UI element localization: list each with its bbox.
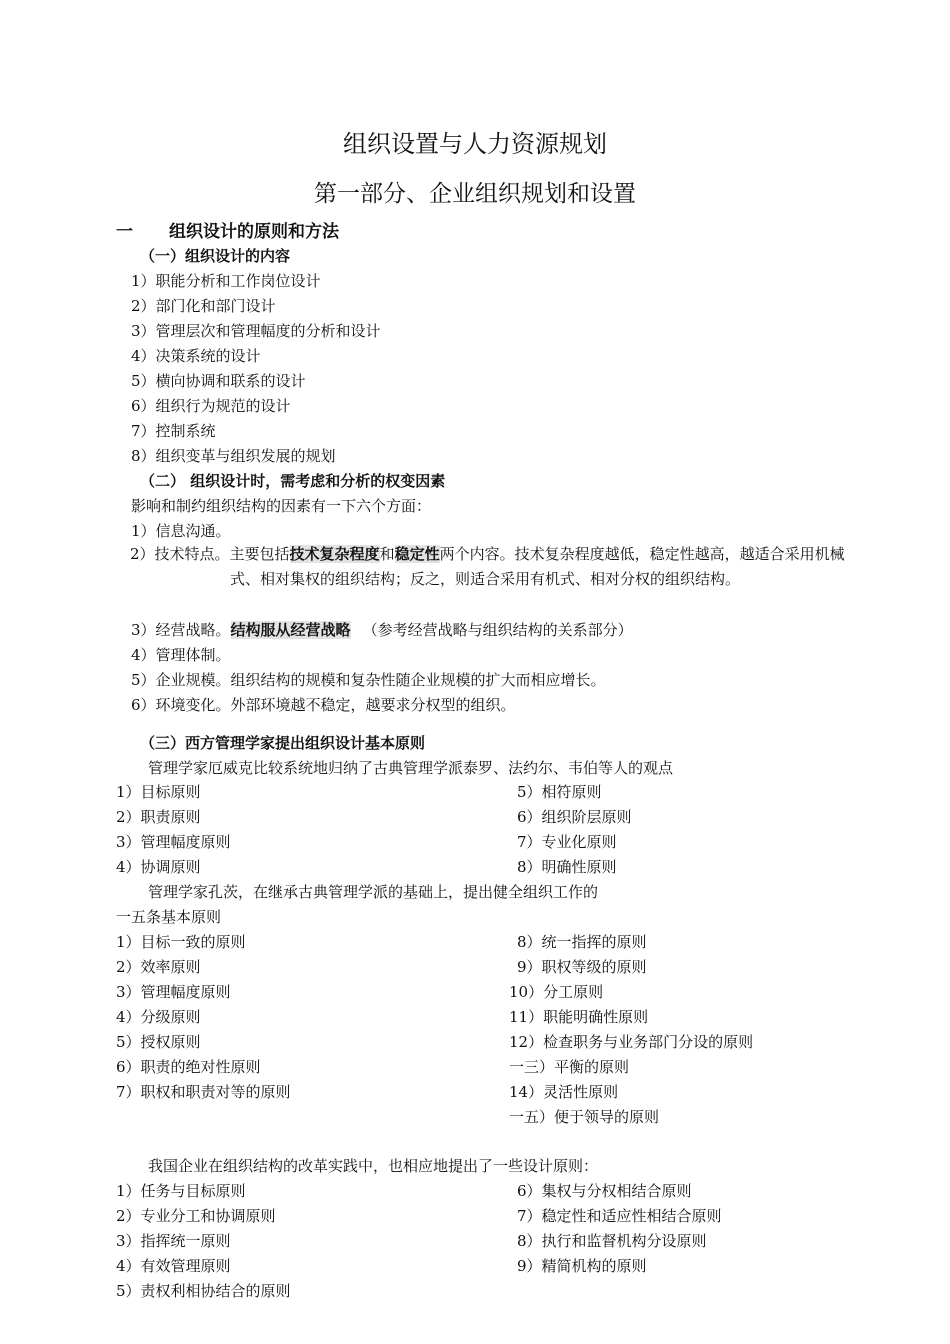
list-item: 6）集权与分权相结合原则 [517, 1182, 692, 1200]
highlight-term: 结构服从经营战略 [230, 621, 351, 639]
part-title: 第一部分、企业组织规划和设置 [314, 181, 636, 207]
section-title: 组织设计的原则和方法 [169, 222, 339, 242]
list-item-technology: 2）技术特点。主要包括技术复杂程度和稳定性两个内容。技术复杂程度越低，稳定性越高，越适合采用机械式、相对集权的组织结构；反之，则适合采用有机式、相对分权的组织结构。 [130, 545, 845, 588]
list-item: 6）组织阶层原则 [517, 808, 632, 826]
list-item: 一三）平衡的原则 [509, 1058, 630, 1076]
list-item: 14）灵活性原则 [509, 1083, 619, 1101]
list-item: 8）执行和监督机构分设原则 [517, 1232, 707, 1250]
paragraph-intro: 管理学家厄威克比较系统地归纳了古典管理学派泰罗、法约尔、韦伯等人的观点 [148, 759, 674, 777]
list-item: 1）职能分析和工作岗位设计 [131, 272, 321, 290]
list-item: 3）管理层次和管理幅度的分析和设计 [131, 322, 381, 340]
paragraph-intro: 我国企业在组织结构的改革实践中，也相应地提出了一些设计原则： [148, 1157, 599, 1175]
list-item: 4）有效管理原则 [116, 1257, 231, 1275]
section-heading [116, 220, 339, 244]
list-item: 7）专业化原则 [517, 833, 617, 851]
list-item: 10）分工原则 [509, 983, 604, 1001]
list-item: 6）职责的绝对性原则 [116, 1058, 261, 1076]
list-item: 5）企业规模。组织结构的规模和复杂性随企业规模的扩大而相应增长。 [131, 671, 606, 689]
subsection-heading-1: （一）组织设计的内容 [140, 247, 291, 265]
list-item: 5）相符原则 [517, 783, 602, 801]
list-item: 9）职权等级的原则 [517, 958, 647, 976]
list-item: 4）管理体制。 [131, 646, 231, 664]
list-item: 2）职责原则 [116, 808, 201, 826]
list-item: 8）明确性原则 [517, 858, 617, 876]
list-item: 2）部门化和部门设计 [131, 297, 276, 315]
list-item: 5）责权利相协结合的原则 [116, 1282, 291, 1300]
list-item: 5）横向协调和联系的设计 [131, 372, 306, 390]
subsection-heading-3: （三）西方管理学家提出组织设计基本原则 [140, 734, 426, 752]
list-item-strategy: 3）经营战略。结构服从经营战略 （参考经营战略与组织结构的关系部分） [131, 621, 633, 639]
list-item: 12）检查职务与业务部门分设的原则 [509, 1033, 754, 1051]
list-item: 11）职能明确性原则 [509, 1008, 649, 1026]
list-item: 2）专业分工和协调原则 [116, 1207, 276, 1225]
document-title: 组织设置与人力资源规划 [343, 130, 607, 158]
list-item: 4）分级原则 [116, 1008, 201, 1026]
list-item: 7）稳定性和适应性相结合原则 [517, 1207, 722, 1225]
list-item: 3）管理幅度原则 [116, 983, 231, 1001]
list-item: 一五）便于领导的原则 [509, 1108, 660, 1126]
highlight-term: 稳定性 [394, 545, 440, 563]
list-item: 3）管理幅度原则 [116, 833, 231, 851]
paragraph-intro: 管理学家孔茨，在继承古典管理学派的基础上，提出健全组织工作的 [148, 883, 599, 901]
list-item: 7）控制系统 [131, 422, 216, 440]
list-item: 4）决策系统的设计 [131, 347, 261, 365]
list-item: 7）职权和职责对等的原则 [116, 1083, 291, 1101]
subsection-heading-2: （二） 组织设计时，需考虑和分析的权变因素 [140, 472, 446, 490]
list-item: 6）环境变化。外部环境越不稳定，越要求分权型的组织。 [131, 696, 516, 714]
section-number: 一 [116, 222, 133, 242]
list-item: 6）组织行为规范的设计 [131, 397, 291, 415]
list-item: 1）目标一致的原则 [116, 933, 246, 951]
list-item: 3）指挥统一原则 [116, 1232, 231, 1250]
list-item: 1）信息沟通。 [131, 522, 231, 540]
list-item: 9）精简机构的原则 [517, 1257, 647, 1275]
list-item: 4）协调原则 [116, 858, 201, 876]
list-item: 2）效率原则 [116, 958, 201, 976]
highlight-term: 技术复杂程度 [289, 545, 380, 563]
paragraph-intro-cont: 一五条基本原则 [116, 908, 222, 926]
paragraph-intro: 影响和制约组织结构的因素有一下六个方面： [131, 497, 432, 515]
list-item: 1）任务与目标原则 [116, 1182, 246, 1200]
list-item: 8）统一指挥的原则 [517, 933, 647, 951]
list-item: 5）授权原则 [116, 1033, 201, 1051]
list-item: 1）目标原则 [116, 783, 201, 801]
list-item: 8）组织变革与组织发展的规划 [131, 447, 336, 465]
